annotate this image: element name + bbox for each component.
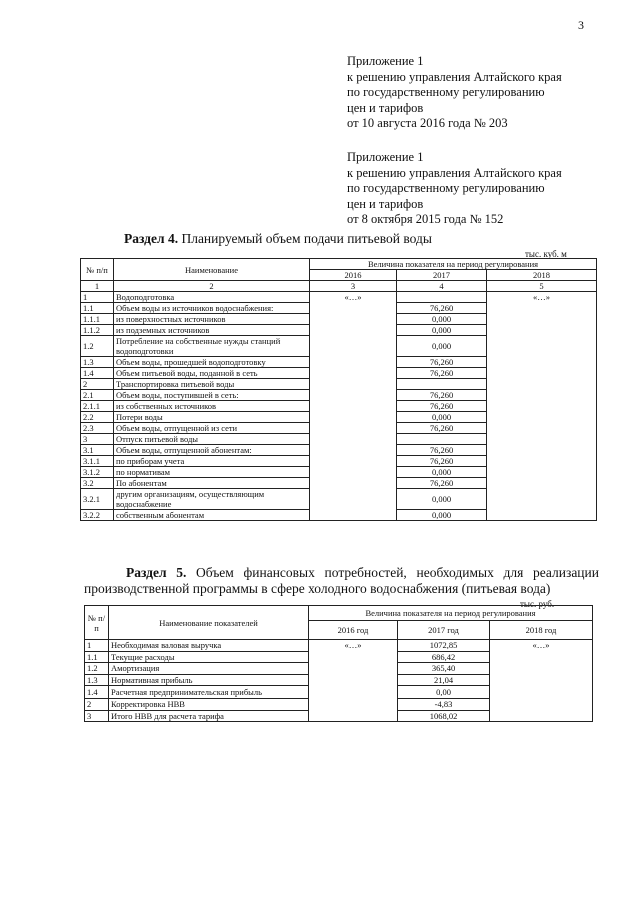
appendix-line: цен и тарифов bbox=[347, 100, 424, 115]
row-name: По абонентам bbox=[114, 478, 310, 489]
value-2016 bbox=[310, 379, 397, 390]
value-2016 bbox=[310, 489, 397, 510]
value-2016 bbox=[310, 456, 397, 467]
table-row bbox=[81, 325, 597, 336]
value-2018-placeholder: «…» bbox=[490, 640, 593, 652]
header-year: 2018 год bbox=[490, 621, 593, 640]
row-num: 1.1 bbox=[81, 303, 114, 314]
row-name: Потребление на собственные нужды станций водоподготовки bbox=[114, 336, 310, 357]
value-2018 bbox=[487, 325, 597, 336]
value-2018 bbox=[487, 467, 597, 478]
value-2018 bbox=[487, 423, 597, 434]
value-2018 bbox=[487, 390, 597, 401]
value-2016 bbox=[310, 434, 397, 445]
appendix-header-original bbox=[347, 150, 562, 228]
value-2016 bbox=[309, 663, 398, 675]
header-index: 1 bbox=[81, 281, 114, 292]
value-2016 bbox=[310, 314, 397, 325]
row-name: Транспортировка питьевой воды bbox=[114, 379, 310, 390]
section4-unit: тыс. куб. м bbox=[525, 249, 567, 259]
value-2016-placeholder: «…» bbox=[309, 640, 398, 652]
value-2016 bbox=[310, 412, 397, 423]
value-2018 bbox=[487, 401, 597, 412]
value-2016 bbox=[309, 710, 398, 722]
row-name: Объем воды, отпущенной абонентам: bbox=[114, 445, 310, 456]
value-2018 bbox=[487, 379, 597, 390]
page-number: 3 bbox=[578, 18, 584, 32]
row-num: 3.2.1 bbox=[81, 489, 114, 510]
table-row bbox=[85, 699, 593, 711]
section5-title-text: Объем финансовых потребностей, необходимых для реализации производственной программы в сфере холодного водоснабжения (питьевая вода) bbox=[84, 565, 599, 596]
row-name: Необходимая валовая выручка bbox=[109, 640, 309, 652]
row-name: Отпуск питьевой воды bbox=[114, 434, 310, 445]
row-num: 2.2 bbox=[81, 412, 114, 423]
value-2018 bbox=[490, 651, 593, 663]
table-row bbox=[81, 467, 597, 478]
value-2017: 686,42 bbox=[398, 651, 490, 663]
table-row bbox=[85, 663, 593, 675]
row-name: Объем питьевой воды, поданной в сеть bbox=[114, 368, 310, 379]
appendix-line: цен и тарифов bbox=[347, 196, 424, 211]
row-num: 3.1.1 bbox=[81, 456, 114, 467]
header-year: 2017 год bbox=[398, 621, 490, 640]
row-num: 1.1.1 bbox=[81, 314, 114, 325]
value-2018-placeholder: «…» bbox=[487, 292, 597, 303]
value-2017: 0,000 bbox=[397, 489, 487, 510]
row-name: Объем воды, поступившей в сеть: bbox=[114, 390, 310, 401]
appendix-line: Приложение 1 bbox=[347, 54, 424, 68]
value-2018 bbox=[487, 456, 597, 467]
appendix-line: от 10 августа 2016 года № 203 bbox=[347, 116, 508, 130]
value-2018 bbox=[487, 368, 597, 379]
value-2017: 1072,85 bbox=[398, 640, 490, 652]
header-index: 5 bbox=[487, 281, 597, 292]
header-index: 2 bbox=[114, 281, 310, 292]
value-2017: 76,260 bbox=[397, 401, 487, 412]
header-year: 2016 bbox=[310, 270, 397, 281]
value-2017: 0,000 bbox=[397, 412, 487, 423]
value-2017: 76,260 bbox=[397, 357, 487, 368]
table-row bbox=[81, 303, 597, 314]
header-name: Наименование показателей bbox=[109, 606, 309, 640]
value-2016-placeholder: «…» bbox=[310, 292, 397, 303]
value-2017: 0,000 bbox=[397, 325, 487, 336]
value-2017 bbox=[397, 292, 487, 303]
table-row bbox=[81, 357, 597, 368]
appendix-line: по государственному регулированию bbox=[347, 181, 545, 195]
value-2018 bbox=[487, 314, 597, 325]
table-row bbox=[85, 674, 593, 686]
row-num: 2.3 bbox=[81, 423, 114, 434]
row-num: 1.2 bbox=[85, 663, 109, 675]
header-period: Величина показателя на период регулирования bbox=[309, 606, 593, 621]
table-row bbox=[81, 336, 597, 357]
value-2016 bbox=[309, 699, 398, 711]
header-year: 2018 bbox=[487, 270, 597, 281]
value-2016 bbox=[310, 368, 397, 379]
table-row bbox=[85, 651, 593, 663]
row-name: Объем воды, отпущенной из сети bbox=[114, 423, 310, 434]
table-row bbox=[85, 686, 593, 699]
table-row bbox=[85, 640, 593, 652]
table-row bbox=[81, 423, 597, 434]
row-num: 3.2 bbox=[81, 478, 114, 489]
row-name: Текущие расходы bbox=[109, 651, 309, 663]
value-2018 bbox=[487, 357, 597, 368]
table-row bbox=[81, 478, 597, 489]
value-2018 bbox=[487, 445, 597, 456]
header-num: № п/п bbox=[81, 259, 114, 281]
row-num: 2.1 bbox=[81, 390, 114, 401]
value-2018 bbox=[487, 510, 597, 521]
row-name: Нормативная прибыль bbox=[109, 674, 309, 686]
row-name: Амортизация bbox=[109, 663, 309, 675]
value-2017: 21,04 bbox=[398, 674, 490, 686]
row-name: Водоподготовка bbox=[114, 292, 310, 303]
section4-title-bold: Раздел 4. bbox=[124, 231, 179, 246]
value-2016 bbox=[309, 674, 398, 686]
table-row bbox=[81, 292, 597, 303]
table-row bbox=[81, 489, 597, 510]
value-2018 bbox=[490, 699, 593, 711]
value-2018 bbox=[487, 336, 597, 357]
row-name: из собственных источников bbox=[114, 401, 310, 412]
table-row bbox=[81, 445, 597, 456]
table-row bbox=[81, 390, 597, 401]
table-row bbox=[81, 510, 597, 521]
row-num: 2 bbox=[85, 699, 109, 711]
value-2017: 76,260 bbox=[397, 303, 487, 314]
row-name: Объем воды, прошедшей водоподготовку bbox=[114, 357, 310, 368]
value-2017: 0,000 bbox=[397, 467, 487, 478]
row-num: 1.1.2 bbox=[81, 325, 114, 336]
value-2016 bbox=[310, 423, 397, 434]
appendix-header-current bbox=[347, 54, 562, 132]
header-index: 3 bbox=[310, 281, 397, 292]
row-num: 1 bbox=[85, 640, 109, 652]
row-num: 1.4 bbox=[81, 368, 114, 379]
row-name: по приборам учета bbox=[114, 456, 310, 467]
value-2017: 76,260 bbox=[397, 390, 487, 401]
row-num: 3 bbox=[81, 434, 114, 445]
row-num: 3 bbox=[85, 710, 109, 722]
header-year: 2017 bbox=[397, 270, 487, 281]
value-2017: 76,260 bbox=[397, 368, 487, 379]
row-num: 2 bbox=[81, 379, 114, 390]
value-2016 bbox=[309, 651, 398, 663]
value-2018 bbox=[487, 412, 597, 423]
value-2017: 0,000 bbox=[397, 336, 487, 357]
value-2016 bbox=[310, 478, 397, 489]
row-name: по нормативам bbox=[114, 467, 310, 478]
section4-table bbox=[80, 258, 597, 521]
row-num: 3.2.2 bbox=[81, 510, 114, 521]
appendix-line: по государственному регулированию bbox=[347, 85, 545, 99]
value-2016 bbox=[310, 357, 397, 368]
row-name: Корректировка НВВ bbox=[109, 699, 309, 711]
row-name: из поверхностных источников bbox=[114, 314, 310, 325]
value-2016 bbox=[310, 445, 397, 456]
value-2016 bbox=[310, 303, 397, 314]
section5-title bbox=[84, 565, 599, 597]
row-num: 3.1.2 bbox=[81, 467, 114, 478]
value-2017: -4,83 bbox=[398, 699, 490, 711]
row-num: 1.1 bbox=[85, 651, 109, 663]
value-2017: 76,260 bbox=[397, 423, 487, 434]
row-num: 1.4 bbox=[85, 686, 109, 699]
row-name: другим организациям, осуществляющим водоснабжение bbox=[114, 489, 310, 510]
table-row bbox=[81, 456, 597, 467]
section4-title-text: Планируемый объем подачи питьевой воды bbox=[178, 231, 432, 246]
row-num: 1.3 bbox=[81, 357, 114, 368]
row-num: 1 bbox=[81, 292, 114, 303]
value-2016 bbox=[310, 510, 397, 521]
header-num: № п/п bbox=[85, 606, 109, 640]
appendix-line: к решению управления Алтайского края bbox=[347, 69, 562, 84]
value-2017: 76,260 bbox=[397, 456, 487, 467]
value-2017: 76,260 bbox=[397, 445, 487, 456]
appendix-line: Приложение 1 bbox=[347, 150, 424, 164]
row-name: Потери воды bbox=[114, 412, 310, 423]
row-num: 2.1.1 bbox=[81, 401, 114, 412]
value-2016 bbox=[310, 401, 397, 412]
section5-title-bold: Раздел 5. bbox=[126, 565, 187, 580]
value-2017: 365,40 bbox=[398, 663, 490, 675]
value-2018 bbox=[490, 674, 593, 686]
row-name: из подземных источников bbox=[114, 325, 310, 336]
value-2017 bbox=[397, 379, 487, 390]
row-num: 3.1 bbox=[81, 445, 114, 456]
value-2018 bbox=[490, 663, 593, 675]
row-name: Расчетная предпринимательская прибыль bbox=[109, 686, 309, 699]
row-name: Итого НВВ для расчета тарифа bbox=[109, 710, 309, 722]
appendix-line: от 8 октября 2015 года № 152 bbox=[347, 212, 504, 226]
table-row bbox=[81, 368, 597, 379]
value-2018 bbox=[487, 303, 597, 314]
table-row bbox=[81, 412, 597, 423]
value-2016 bbox=[309, 686, 398, 699]
value-2016 bbox=[310, 325, 397, 336]
value-2016 bbox=[310, 467, 397, 478]
row-num: 1.2 bbox=[81, 336, 114, 357]
value-2016 bbox=[310, 336, 397, 357]
value-2017: 0,00 bbox=[398, 686, 490, 699]
row-num: 1.3 bbox=[85, 674, 109, 686]
value-2018 bbox=[487, 489, 597, 510]
table-row bbox=[81, 379, 597, 390]
header-year: 2016 год bbox=[309, 621, 398, 640]
section4-title bbox=[124, 231, 432, 247]
table-row bbox=[85, 710, 593, 722]
table-row bbox=[81, 434, 597, 445]
value-2017: 0,000 bbox=[397, 314, 487, 325]
appendix-line: к решению управления Алтайского края bbox=[347, 165, 562, 180]
header-index: 4 bbox=[397, 281, 487, 292]
value-2017: 0,000 bbox=[397, 510, 487, 521]
row-name: Объем воды из источников водоснабжения: bbox=[114, 303, 310, 314]
value-2017: 1068,02 bbox=[398, 710, 490, 722]
value-2017 bbox=[397, 434, 487, 445]
value-2018 bbox=[490, 686, 593, 699]
value-2016 bbox=[310, 390, 397, 401]
section5-unit: тыс. руб. bbox=[520, 599, 555, 609]
row-name: собственным абонентам bbox=[114, 510, 310, 521]
value-2018 bbox=[490, 710, 593, 722]
value-2018 bbox=[487, 434, 597, 445]
table-row bbox=[81, 401, 597, 412]
header-period: Величина показателя на период регулирования bbox=[310, 259, 597, 270]
value-2017: 76,260 bbox=[397, 478, 487, 489]
value-2018 bbox=[487, 478, 597, 489]
section5-table bbox=[84, 605, 593, 722]
header-name: Наименование bbox=[114, 259, 310, 281]
table-row bbox=[81, 314, 597, 325]
